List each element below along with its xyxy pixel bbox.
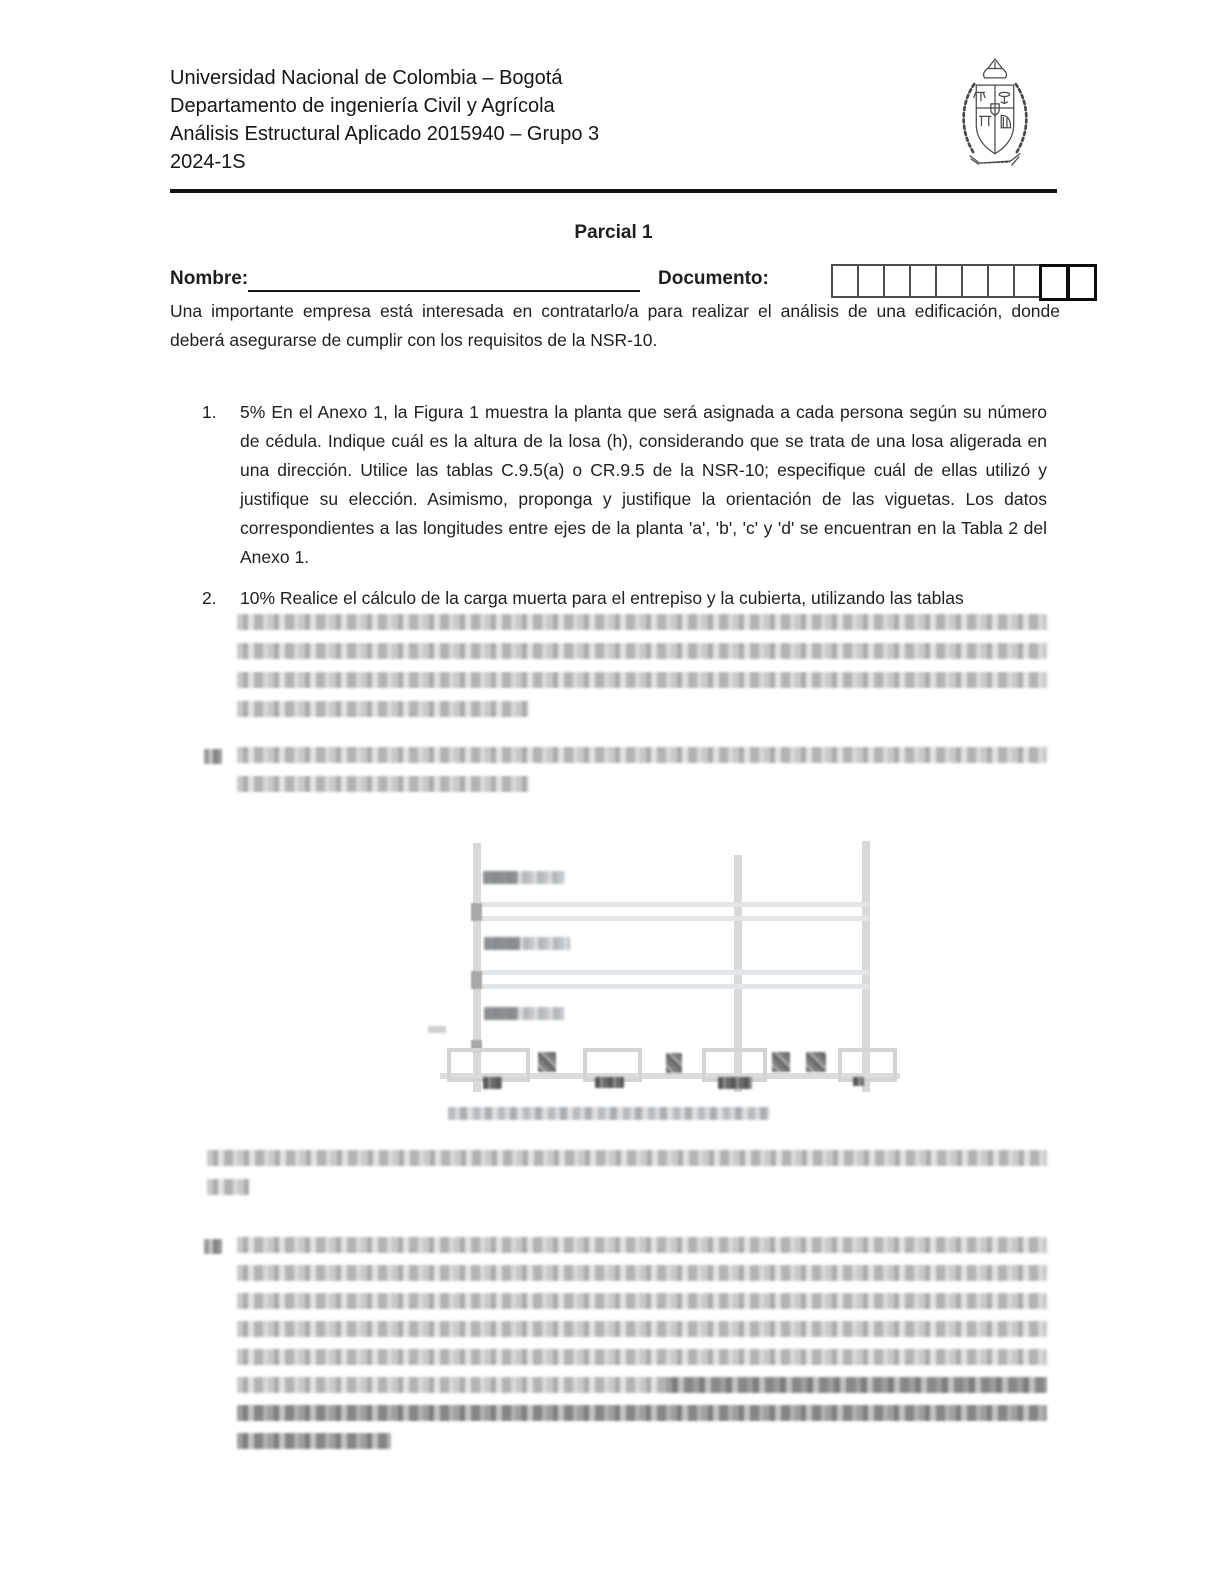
digit-box-verification <box>1067 264 1097 301</box>
exam-title: Parcial 1 <box>574 222 653 243</box>
document-label: Documento: <box>658 268 769 289</box>
figure-support-mark <box>853 1077 864 1086</box>
figure-joint-mark <box>471 971 482 989</box>
figure-joint-mark <box>471 903 482 921</box>
header-divider <box>170 189 1057 193</box>
figure-slab-line <box>477 916 869 921</box>
item-2-number: 2. <box>202 588 217 608</box>
figure-slab-line <box>477 984 869 989</box>
redacted-text-line <box>237 643 1047 659</box>
digit-box <box>935 264 963 298</box>
digit-box <box>883 264 911 298</box>
redacted-text-line <box>237 747 1047 763</box>
figure-dimension-glyph <box>772 1052 790 1072</box>
figure-support-mark <box>718 1077 752 1089</box>
redacted-text-line <box>237 1237 1047 1253</box>
figure-footing-box <box>838 1048 897 1082</box>
digit-box <box>1013 264 1041 298</box>
item-3-number-redacted <box>204 749 222 764</box>
redacted-text-line <box>237 1265 1047 1281</box>
figure-dimension-glyph <box>666 1053 682 1073</box>
figure-level-label-redacted <box>484 1007 564 1020</box>
redacted-text-line <box>237 1405 1047 1421</box>
item-4-redacted-text <box>237 1237 1047 1461</box>
item-1-number: 1. <box>202 402 217 422</box>
university-crest-logo <box>943 56 1047 186</box>
redacted-text-line <box>237 1433 391 1449</box>
item-1-text: 5% En el Anexo 1, la Figura 1 muestra la planta que será asignada a cada persona según su número de cédula. Indique cuál es la altura de la losa (h), considerando que se trata de una losa aligerada en una dirección. Utilice las tablas C.9.5(a) o CR.9.5 de la NSR-10; especifique cuál de ellas utilizó y justifique su elección. Asimismo, proponga y justifique la orientación de las viguetas. Los datos correspondientes a las longitudes entre ejes de la planta 'a', 'b', 'c' y 'd' se encuentran en la Tabla 2 del Anexo 1. <box>240 402 1047 567</box>
redacted-text-line <box>237 614 1047 630</box>
redacted-text-line <box>237 1377 1047 1393</box>
digit-box <box>987 264 1015 298</box>
figure-dimension-glyph <box>538 1052 556 1072</box>
header-line-term: 2024-1S <box>170 151 246 173</box>
digit-box <box>831 264 859 298</box>
item-4-number-redacted <box>204 1239 222 1254</box>
name-fill-line <box>248 266 640 292</box>
redacted-text-line <box>207 1150 1047 1166</box>
digit-box <box>909 264 937 298</box>
intro-paragraph: Una importante empresa está interesada en contratarlo/a para realizar el análisis de una edificación, donde deberá asegurarse de cumplir con los requisitos de la NSR-10. <box>170 301 1060 350</box>
header-line-department: Departamento de ingeniería Civil y Agrícola <box>170 95 555 117</box>
digit-box <box>961 264 989 298</box>
figure-support-mark <box>595 1077 624 1088</box>
redacted-text-line <box>237 776 529 792</box>
document-header <box>170 64 599 176</box>
redacted-text-line <box>237 701 529 717</box>
redacted-text-line <box>207 1179 249 1195</box>
figure-dimension-tick <box>428 1026 446 1033</box>
name-label: Nombre: <box>170 268 249 289</box>
figure-caption-redacted <box>448 1107 770 1120</box>
redacted-text-line <box>237 1321 1047 1337</box>
header-line-university: Universidad Nacional de Colombia – Bogotá <box>170 67 563 89</box>
figure-slab-line <box>477 902 869 907</box>
redacted-text-line <box>237 1293 1047 1309</box>
figure-support-mark <box>483 1077 502 1089</box>
digit-box <box>857 264 885 298</box>
redacted-text-line <box>237 672 1047 688</box>
item-2-first-line: 10% Realice el cálculo de la carga muerta para el entrepiso y la cubierta, utilizando las tablas <box>240 588 964 608</box>
item-3-redacted-text <box>237 747 1047 805</box>
digit-box-verification <box>1039 264 1069 301</box>
document-digit-boxes <box>833 264 1097 301</box>
figure-slab-line <box>477 970 869 975</box>
figure-level-label-redacted <box>484 937 570 950</box>
figure-level-label-redacted <box>483 871 565 884</box>
header-line-course: Análisis Estructural Aplicado 2015940 – Grupo 3 <box>170 123 600 145</box>
figure-dimension-glyph <box>806 1052 826 1072</box>
item-2-redacted-text <box>237 614 1047 730</box>
redacted-text-line <box>237 1349 1047 1365</box>
note-redacted-text <box>207 1150 1047 1208</box>
